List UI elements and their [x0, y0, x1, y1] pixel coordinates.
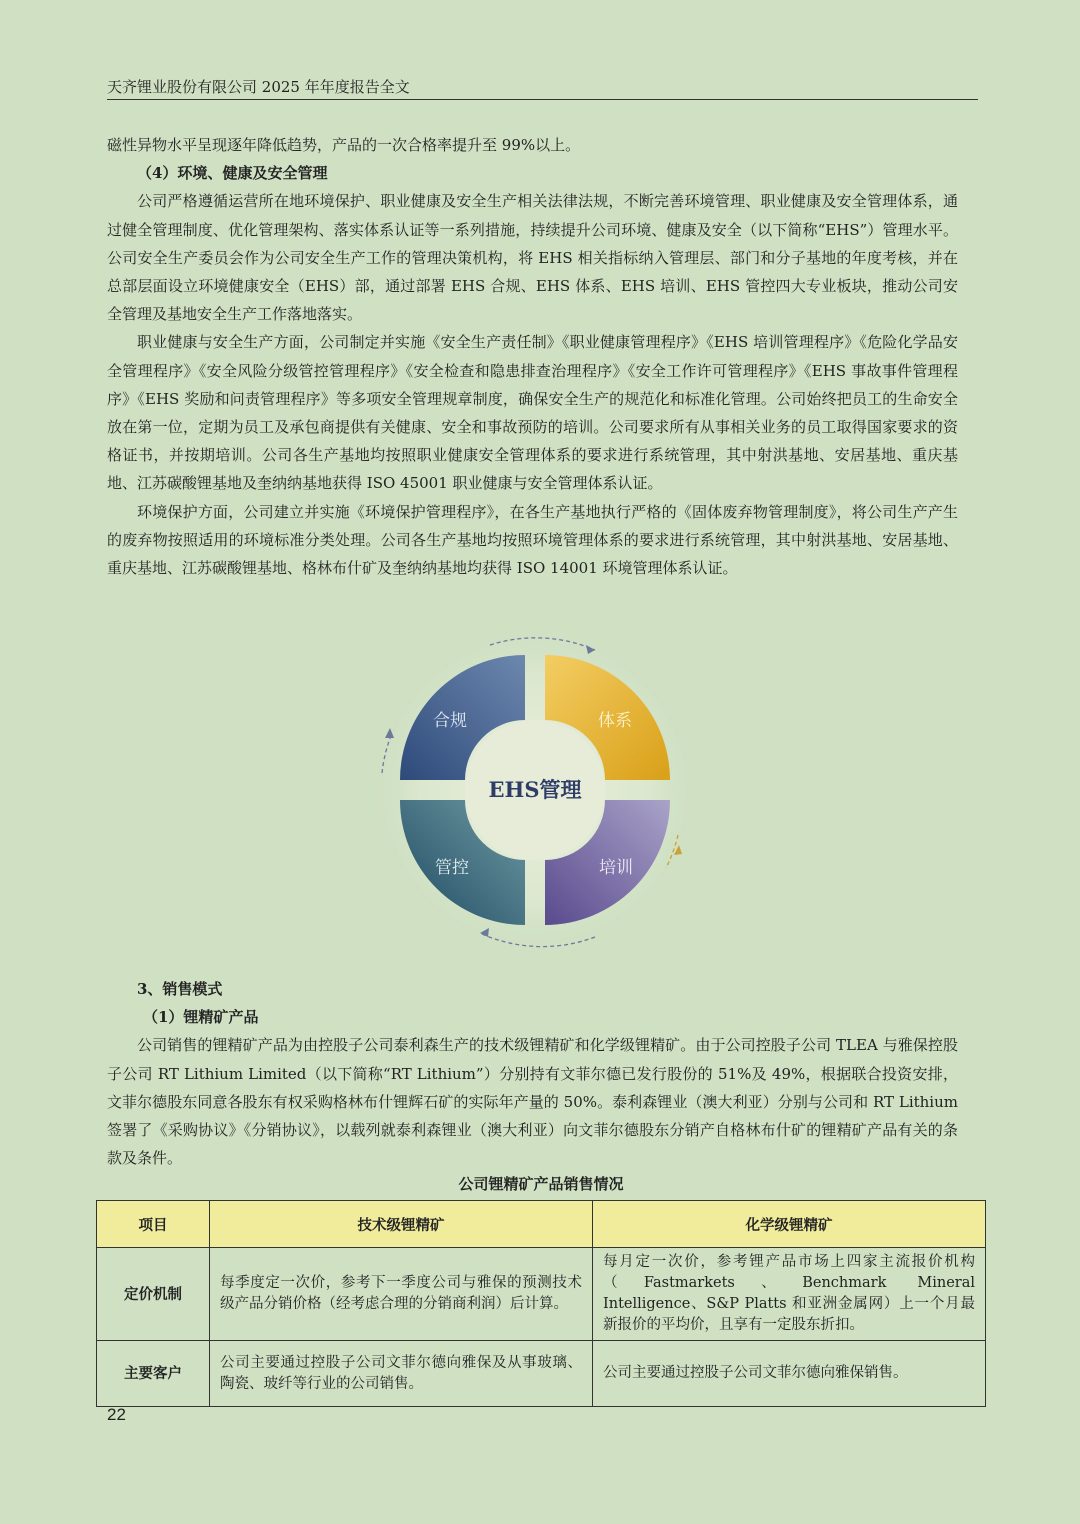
col-header-item: 项目	[97, 1201, 210, 1248]
header-divider	[107, 99, 978, 100]
ehs-paragraph-3: 环境保护方面，公司建立并实施《环境保护管理程序》，在各生产基地执行严格的《固体废弃物管理制度》，将公司生产产生的废弃物按照适用的环境标准分类处理。公司各生产基地均按照环境管理体系的要求进行系统管理，其中射洪基地、安居基地、重庆基地、江苏碳酸锂基地、格林布什矿及奎纳纳基地均获得 ISO 14001 环境管理体系认证。	[107, 502, 958, 578]
ehs-paragraph-2: 职业健康与安全生产方面，公司制定并实施《安全生产责任制》《职业健康管理程序》《EHS 培训管理程序》《危险化学品安全管理程序》《安全风险分级管控管理程序》《安全检查和隐患排查治理程序》《安全工作许可管理程序》《EHS 事故事件管理程序》《EHS 奖励和问责管理程序》等多项安全管理规章制度，确保安全生产的规范化和标准化管理。公司始终把员工的生命安全放在第一位，定期为员工及承包商提供有关健康、安全和事故预防的培训。公司要求所有从事相关业务的员工取得国家要求的资格证书，并按期培训。公司各生产基地均按照职业健康安全管理体系的要求进行系统管理，其中射洪基地、安居基地、重庆基地、江苏碳酸锂基地及奎纳纳基地获得 ISO 45001 职业健康与安全管理体系认证。	[107, 333, 958, 493]
table-row	[97, 1248, 986, 1341]
table-row	[97, 1341, 986, 1407]
ehs-management-diagram	[370, 623, 700, 958]
col-header-technical: 技术级锂精矿	[210, 1201, 593, 1248]
label-compliance: 合规	[433, 711, 467, 731]
label-system: 体系	[598, 711, 632, 731]
sales-paragraph: 公司销售的锂精矿产品为由控股子公司泰利森生产的技术级锂精矿和化学级锂精矿。由于公司控股子公司 TLEA 与雅保控股子公司 RT Lithium Limited（以下简称“RT Lithium”）分别持有文菲尔德已发行股份的 51%及 49%，根据联合投资安排，文菲尔德股东同意各股东有权采购格林布什锂辉石矿的实际年产量的 50%。泰利森锂业（澳大利亚）分别与公司和 RT Lithium 签署了《采购协议》《分销协议》，以载列就泰利森锂业（澳大利亚）向文菲尔德股东分销产自格林布什矿的锂精矿产品有关的条款及条件。	[107, 1036, 958, 1168]
label-control: 管控	[435, 858, 469, 878]
report-header: 天齐锂业股份有限公司 2025 年年度报告全文	[107, 78, 410, 96]
label-training: 培训	[599, 858, 633, 878]
row-label-customers: 主要客户	[97, 1341, 210, 1407]
ehs-heading: （4）环境、健康及安全管理	[137, 164, 328, 183]
table-title: 公司锂精矿产品销售情况	[458, 1175, 624, 1193]
sales-subheading: （1）锂精矿产品	[143, 1008, 259, 1027]
sales-section	[107, 975, 958, 1172]
cell-chemical-pricing: 每月定一次价，参考锂产品市场上四家主流报价机构（Fastmarkets、Benchmark Mineral Intelligence、S&P Platts 和亚洲金属网）上一个月最新报价的平均价，且享有一定股东折扣。	[593, 1248, 986, 1341]
table-header-row	[97, 1201, 986, 1248]
row-label-pricing: 定价机制	[97, 1248, 210, 1341]
center-label: EHS管理	[488, 777, 582, 802]
col-header-chemical: 化学级锂精矿	[593, 1201, 986, 1248]
ehs-section	[107, 131, 958, 582]
cell-technical-customers: 公司主要通过控股子公司文菲尔德向雅保及从事玻璃、陶瓷、玻纤等行业的公司销售。	[210, 1341, 593, 1407]
cell-technical-pricing: 每季度定一次价，参考下一季度公司与雅保的预测技术级产品分销价格（经考虑合理的分销商利润）后计算。	[210, 1248, 593, 1341]
cell-chemical-customers: 公司主要通过控股子公司文菲尔德向雅保销售。	[593, 1341, 986, 1407]
ehs-paragraph-1: 公司严格遵循运营所在地环境保护、职业健康及安全生产相关法律法规，不断完善环境管理、职业健康及安全管理体系，通过健全管理制度、优化管理架构、落实体系认证等一系列措施，持续提升公司环境、健康及安全（以下简称“EHS”）管理水平。公司安全生产委员会作为公司安全生产工作的管理决策机构，将 EHS 相关指标纳入管理层、部门和分子基地的年度考核，并在总部层面设立环境健康安全（EHS）部，通过部署 EHS 合规、EHS 体系、EHS 培训、EHS 管控四大专业板块，推动公司安全管理及基地安全生产工作落地落实。	[107, 192, 958, 324]
page-number: 22	[107, 1405, 126, 1424]
sales-table	[96, 1200, 986, 1407]
carry-over-line: 磁性异物水平呈现逐年降低趋势，产品的一次合格率提升至 99%以上。	[107, 136, 581, 154]
sales-heading: 3、销售模式	[137, 980, 223, 998]
